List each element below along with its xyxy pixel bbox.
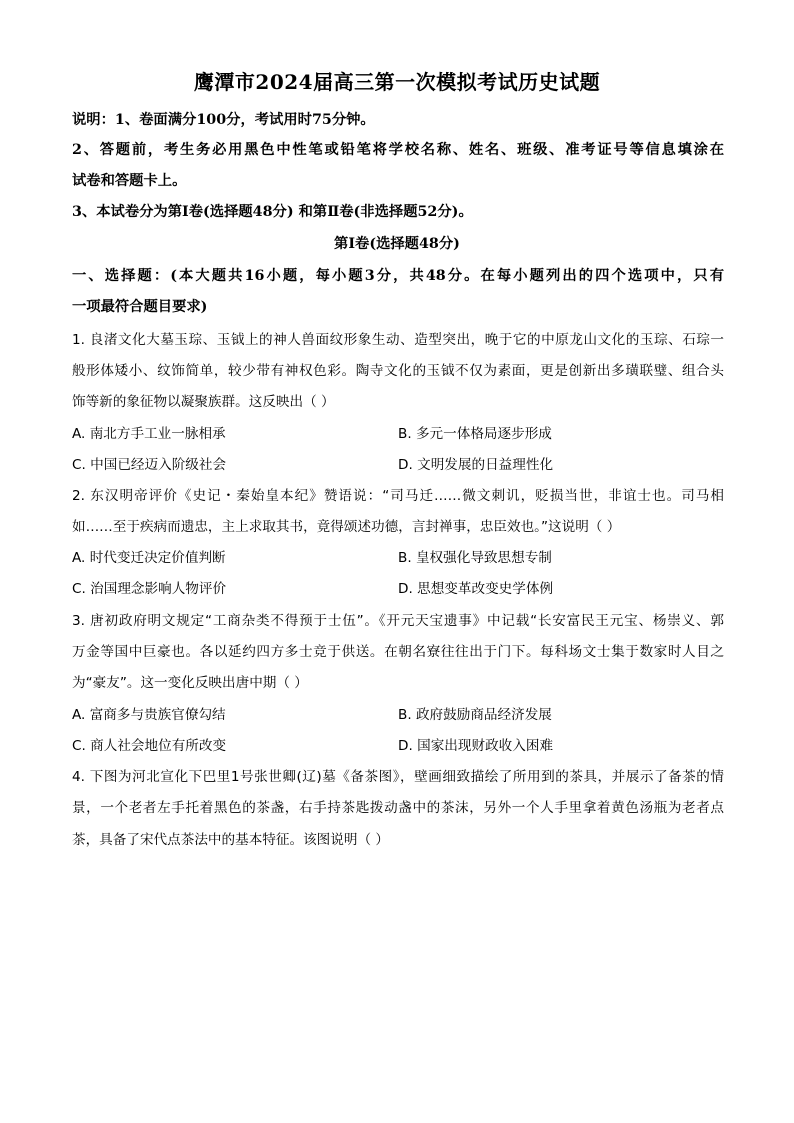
- section-description-line-2: 一项最符合题目要求): [72, 299, 208, 315]
- question-2-option-b: B. 皇权强化导致思想专制: [398, 550, 552, 566]
- question-3-text-line-2: 万金等国中巨豪也。各以延约四方多士竞于供送。在朝名寮往往出于门下。每科场文士集于数家时人目之: [72, 644, 724, 660]
- instruction-line-3: 3、本试卷分为第Ⅰ卷(选择题48分) 和第Ⅱ卷(非选择题52分)。: [72, 204, 473, 220]
- question-3-text-line-3: 为“豪友”。这一变化反映出唐中期（ ）: [72, 675, 308, 691]
- instruction-line-2a: 2、答题前，考生务必用黑色中性笔或铅笔将学校名称、姓名、班级、准考证号等信息填涂在: [72, 142, 724, 158]
- question-3-text-line-1: 3. 唐初政府明文规定“工商杂类不得预于士伍”。《开元天宝遗事》中记载“长安富民王元宝、杨崇义、郭: [72, 613, 724, 629]
- section-description-line-1: 一、选择题：(本大题共16小题，每小题3分，共48分。在每小题列出的四个选项中，只有: [72, 268, 724, 284]
- question-1-text-line-2: 般形体矮小、纹饰简单，较少带有神权色彩。陶寺文化的玉钺不仅为素面，更是创新出多璜联璧、组合头: [72, 363, 724, 379]
- question-2-option-d: D. 思想变革改变史学体例: [398, 581, 554, 597]
- question-1-option-c: C. 中国已经迈入阶级社会: [72, 457, 227, 473]
- question-3-option-d: D. 国家出现财政收入困难: [398, 738, 554, 754]
- question-4-text-line-1: 4. 下图为河北宣化下巴里1号张世卿(辽)墓《备茶图》，壁画细致描绘了所用到的茶具，并展示了备茶的情: [72, 769, 724, 785]
- question-3-option-b: B. 政府鼓励商品经济发展: [398, 707, 552, 723]
- question-1-option-b: B. 多元一体格局逐步形成: [398, 426, 552, 442]
- question-2-option-a: A. 时代变迁决定价值判断: [72, 550, 226, 566]
- question-1-option-d: D. 文明发展的日益理性化: [398, 457, 554, 473]
- question-1-text-line-3: 饰等新的象征物以凝聚族群。这反映出（ ）: [72, 394, 335, 410]
- question-2-text-line-2: 如……至于疾病而遗忠，主上求取其书，竟得颂述功德，言封禅事，忠臣效也。”这说明（ ）: [72, 519, 621, 535]
- instruction-line-1: 说明：1、卷面满分100分，考试用时75分钟。: [72, 112, 375, 128]
- question-3-option-c: C. 商人社会地位有所改变: [72, 738, 227, 754]
- question-1-option-a: A. 南北方手工业一脉相承: [72, 426, 226, 442]
- section-heading: 第Ⅰ卷(选择题48分): [334, 236, 460, 252]
- question-2-option-c: C. 治国理念影响人物评价: [72, 581, 227, 597]
- question-4-text-line-3: 茶，具备了宋代点茶法中的基本特征。该图说明（ ）: [72, 832, 389, 848]
- instruction-line-2b: 试卷和答题卡上。: [72, 173, 187, 189]
- question-2-text-line-1: 2. 东汉明帝评价《史记・秦始皇本纪》赞语说：“司马迁……微文刺讥，贬损当世，非谊士也。司马相: [72, 488, 724, 504]
- question-1-text-line-1: 1. 良渚文化大墓玉琮、玉钺上的神人兽面纹形象生动、造型突出，晚于它的中原龙山文化的玉琮、石琮一: [72, 332, 724, 348]
- question-3-option-a: A. 富商多与贵族官僚勾结: [72, 707, 226, 723]
- question-4-text-line-2: 景，一个老者左手托着黑色的茶盏，右手持茶匙拨动盏中的茶沫，另外一个人手里拿着黄色汤瓶为老者点: [72, 800, 724, 816]
- page-title: 鹰潭市2024届高三第一次模拟考试历史试题: [193, 70, 601, 94]
